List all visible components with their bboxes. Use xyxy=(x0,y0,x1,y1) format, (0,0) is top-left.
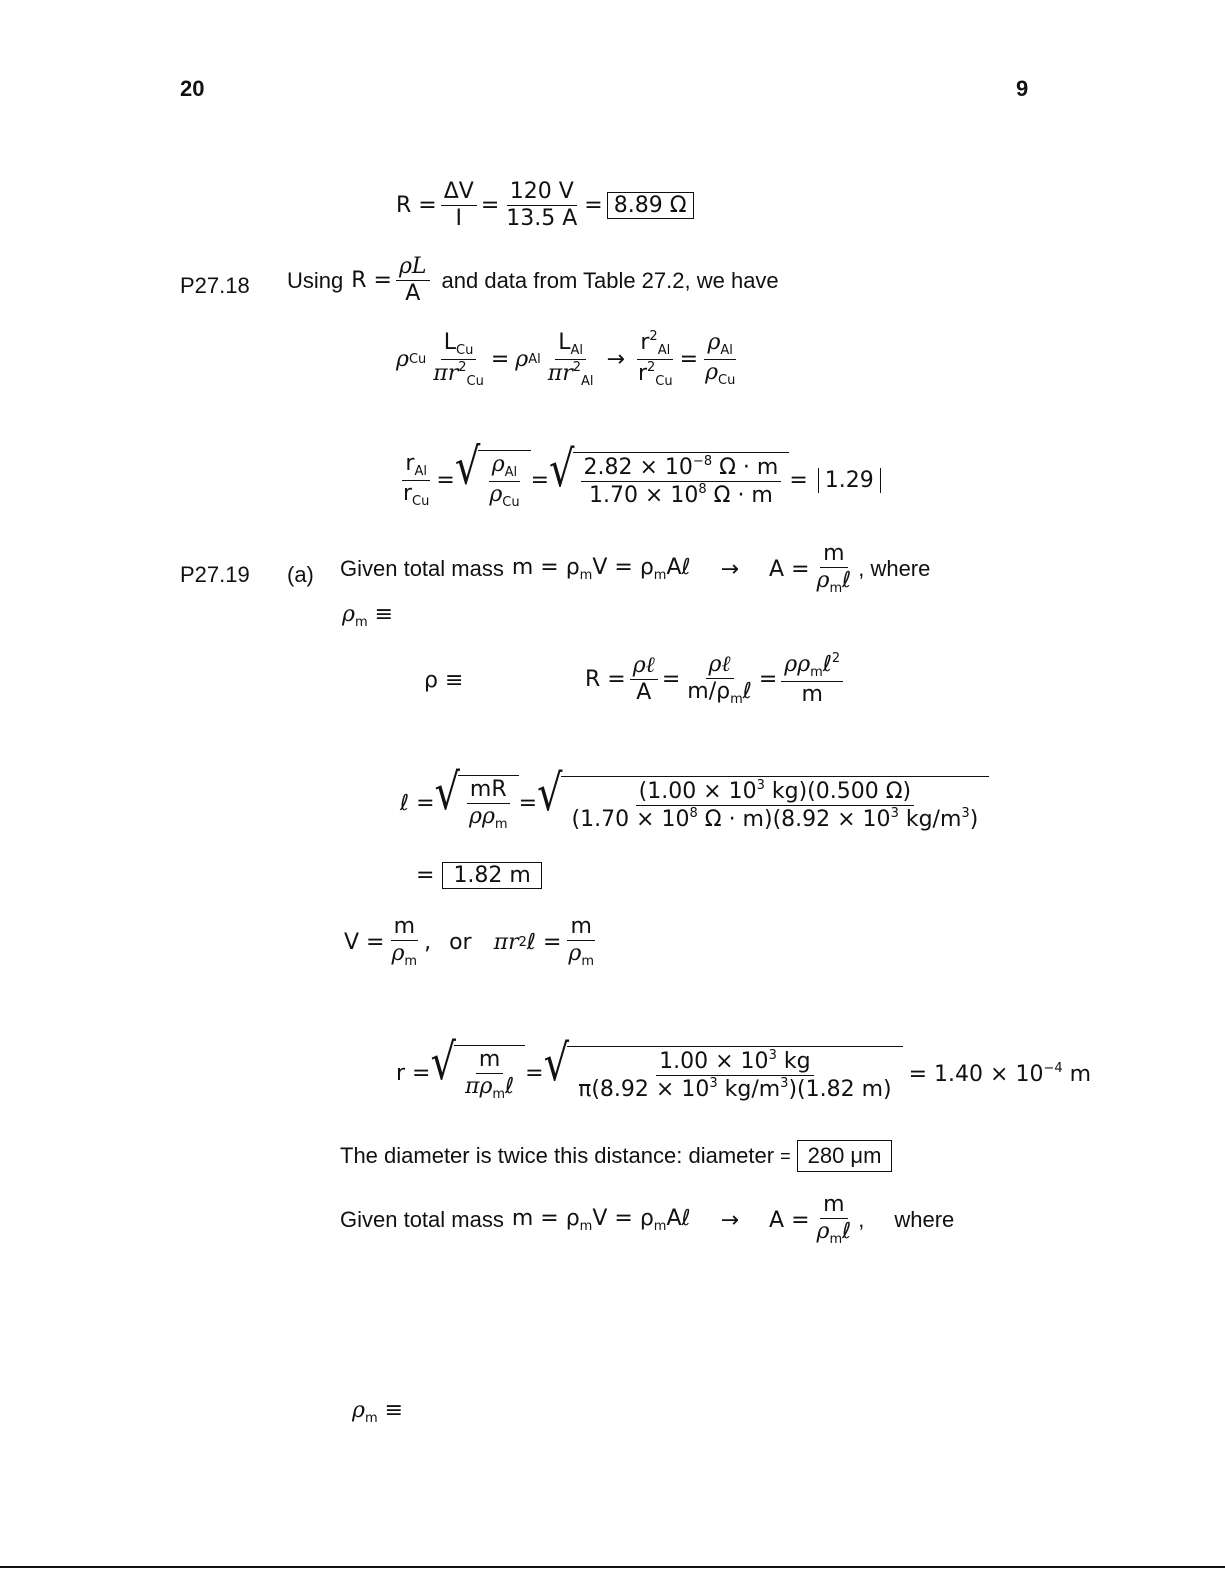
den-value: (1.70 × 10 xyxy=(571,806,690,832)
problem-label-p27-18: P27.18 xyxy=(180,273,250,298)
equation-ell xyxy=(400,764,989,833)
pi-r: πr xyxy=(547,360,573,386)
page-number-right: 9 xyxy=(1016,76,1029,101)
ell-symbol: ℓ xyxy=(842,568,852,594)
rho-def: ρ ≡ xyxy=(424,668,464,693)
rho-symbol: ρ xyxy=(491,452,505,477)
sub-al: Al xyxy=(720,343,733,358)
equation-ell-result xyxy=(416,862,542,889)
fraction-ell-values xyxy=(569,779,982,832)
sub-cu: Cu xyxy=(456,342,474,358)
den-value: 1.70 × 10 xyxy=(588,483,699,509)
comma: , xyxy=(424,929,432,955)
sub-m: m xyxy=(810,665,823,680)
fraction-rho xyxy=(486,453,522,511)
sqrt-values xyxy=(543,1034,903,1102)
fraction-mr xyxy=(466,778,511,832)
a-lhs: A = xyxy=(769,556,810,582)
text-using: Using xyxy=(287,267,344,293)
radical-icon: √ xyxy=(430,1034,456,1092)
pi-r: πr xyxy=(493,929,519,955)
den-value: π(8.92 × 10 xyxy=(578,1076,710,1102)
bottom-rule xyxy=(0,1566,1225,1568)
sub-cu: Cu xyxy=(502,495,520,511)
sub-al: Al xyxy=(414,463,427,479)
a-lhs: A = xyxy=(769,1207,810,1233)
equals-sign: = xyxy=(490,347,510,373)
answer-box: 280 μm xyxy=(797,1140,893,1172)
eq-lhs: R = xyxy=(396,193,437,219)
frac-num: ΔV xyxy=(441,180,477,206)
rho-symbol: ρ xyxy=(352,1398,365,1423)
rho-symbol: ρ xyxy=(396,347,409,373)
eq-m: m = ρ xyxy=(511,1206,580,1232)
fraction-r-al-cu xyxy=(400,452,432,510)
sub-m: m xyxy=(492,1087,506,1103)
den-exp: 3 xyxy=(780,1075,789,1091)
sub-m: m xyxy=(829,1232,843,1248)
rho-symbol: ρ xyxy=(515,347,529,373)
part-label-a: (a) xyxy=(287,562,314,587)
result-unit: m xyxy=(1069,1061,1092,1087)
frac-num: ρℓ xyxy=(706,653,734,679)
fraction-r-ratio: $\frac{r^2_{Al}}{r^2_{Cu}}$ xyxy=(637,329,673,390)
r-symbol: r xyxy=(405,450,415,476)
eq-lhs: ℓ = xyxy=(400,791,435,817)
frac-den: ρρ xyxy=(469,804,495,830)
equation-sqrt-ratio xyxy=(396,438,881,511)
equals-sign: = xyxy=(480,193,500,219)
sup-2: 2 xyxy=(458,359,467,375)
sup-2: 2 xyxy=(572,359,582,375)
result-exp: −4 xyxy=(1043,1060,1063,1076)
sup-2: 2 xyxy=(649,329,658,344)
fraction-dv-i xyxy=(441,180,477,231)
sup-2: 2 xyxy=(518,934,527,950)
sub-m: m xyxy=(364,1411,378,1426)
arrow-icon: → xyxy=(720,556,740,582)
num-unit: kg xyxy=(783,1048,811,1074)
den-exp: 8 xyxy=(698,482,707,498)
equals-sign: = xyxy=(530,467,550,493)
fraction-m-rho xyxy=(388,915,420,969)
fraction-radius-values xyxy=(575,1049,895,1102)
p27-19-given xyxy=(340,542,930,596)
radical-icon: √ xyxy=(543,1034,570,1093)
ell-symbol: ℓ xyxy=(742,678,752,704)
text-given: Given total mass xyxy=(340,1207,504,1233)
rho-definition xyxy=(424,668,463,693)
l-symbol: L xyxy=(443,329,457,355)
num-exp: −8 xyxy=(692,454,713,470)
sub-m: m xyxy=(404,954,418,970)
fraction-1 xyxy=(630,654,658,705)
sub-m: m xyxy=(829,581,843,597)
sub-al: Al xyxy=(570,342,584,358)
equals-sign: = xyxy=(661,667,681,693)
equals-sign: = xyxy=(780,1145,791,1166)
fraction-rho-l-a xyxy=(396,255,430,306)
frac-num: m xyxy=(391,915,418,941)
answer-box: 1.82 m xyxy=(442,862,541,889)
den-unit: kg/m xyxy=(724,1076,781,1102)
r-symbol: r xyxy=(403,480,413,506)
frac-den: m/ρ xyxy=(687,678,731,704)
frac-num: 120 V xyxy=(507,180,577,206)
num-value: 2.82 × 10 xyxy=(583,455,693,481)
sub-m: m xyxy=(579,1219,593,1235)
radical-icon: √ xyxy=(537,764,563,823)
radical-icon: √ xyxy=(434,764,461,822)
sub-m: m xyxy=(494,817,508,833)
frac-num: m xyxy=(567,915,594,941)
radical-icon: √ xyxy=(549,441,575,499)
rho-symbol: ρ xyxy=(707,330,721,355)
comma: , xyxy=(858,1207,865,1233)
answer-box: 1.29 xyxy=(818,468,881,493)
repeat-given xyxy=(340,1193,954,1247)
frac-num: m xyxy=(476,1048,503,1074)
fraction-m xyxy=(462,1048,517,1102)
frac-num: ρρ xyxy=(784,652,811,677)
num-exp: 3 xyxy=(756,777,765,793)
p27-18-intro xyxy=(287,255,779,306)
frac-num: mR xyxy=(467,778,510,804)
num-exp: 3 xyxy=(768,1047,777,1063)
sqrt-values xyxy=(537,764,989,832)
rho-symbol: ρ xyxy=(816,568,830,594)
sub-cu: Cu xyxy=(466,373,484,389)
frac-den: πρ xyxy=(464,1074,493,1100)
sqrt-rho-ratio xyxy=(454,438,531,511)
fraction-l-cu xyxy=(430,331,487,390)
arrow-icon: → xyxy=(606,347,625,373)
rho-symbol: ρ xyxy=(568,941,582,967)
sub-cu: Cu xyxy=(655,374,673,390)
result-value: = 1.40 × 10 xyxy=(908,1061,1044,1087)
num-value: (1.00 × 10 xyxy=(638,778,757,804)
equation-r-rho xyxy=(585,652,847,707)
answer-box: 8.89 Ω xyxy=(607,192,694,219)
text-given: Given total mass xyxy=(340,556,504,582)
rho-symbol: ρ xyxy=(816,1219,830,1245)
frac-den: A xyxy=(636,680,652,706)
fraction-l-al xyxy=(545,331,597,390)
sub-m: m xyxy=(653,568,667,584)
equation-resistance xyxy=(396,180,694,231)
sqrt-mr xyxy=(434,764,519,833)
sup-2: 2 xyxy=(647,360,656,376)
frac-num: ρL xyxy=(396,255,430,281)
sub-al: Al xyxy=(504,465,518,480)
equals-sign: = xyxy=(525,1061,544,1087)
equals-sign: = xyxy=(758,667,778,693)
sqrt-values xyxy=(549,441,789,509)
eq-m-rest: V = ρ xyxy=(592,1206,654,1232)
formula-lhs: R = xyxy=(351,268,392,294)
sub-m: m xyxy=(579,568,593,584)
den-exp: 3 xyxy=(961,805,970,821)
sub-al: Al xyxy=(581,373,594,389)
num-value: 1.00 × 10 xyxy=(659,1048,769,1074)
den-exp: 3 xyxy=(709,1075,718,1091)
rho-m-definition xyxy=(342,602,393,630)
equation-volume xyxy=(344,915,601,969)
equals-sign: = xyxy=(679,347,699,373)
den-close: ) xyxy=(969,806,979,832)
eq-m: m = ρ xyxy=(511,555,580,581)
frac-den: I xyxy=(455,206,463,232)
rho-symbol: ρ xyxy=(342,602,355,627)
pi-r: πr xyxy=(433,360,459,386)
text-where: where xyxy=(894,1207,955,1233)
equiv-sign: ≡ xyxy=(374,602,394,627)
eq-lhs: r = xyxy=(396,1061,431,1087)
fraction-3 xyxy=(781,652,843,707)
equiv-sign: ≡ xyxy=(384,1398,404,1423)
diameter-sentence xyxy=(340,1140,892,1172)
diameter-text: The diameter is twice this distance: diameter xyxy=(340,1143,775,1168)
equals-sign: = xyxy=(436,467,455,493)
fraction-values xyxy=(503,180,580,231)
den-unit: Ω · m xyxy=(713,483,773,509)
equals-sign: = xyxy=(584,193,603,219)
fraction-rho-ratio xyxy=(702,331,738,389)
sub-m: m xyxy=(730,691,743,707)
frac-num: m xyxy=(820,1193,847,1219)
den-exp: 3 xyxy=(890,805,899,821)
text-where: , where xyxy=(858,556,931,582)
sup-2: 2 xyxy=(831,651,841,666)
text-or: or xyxy=(449,929,472,955)
ell-eq: ℓ = xyxy=(526,929,562,955)
l-symbol: L xyxy=(558,329,571,355)
eq-m-rest: V = ρ xyxy=(592,555,654,581)
eq-m-rest: Aℓ xyxy=(666,1206,691,1232)
problem-label-p27-19: P27.19 xyxy=(180,562,250,587)
fraction-m-rho-2 xyxy=(565,915,597,969)
fraction-2 xyxy=(684,653,755,707)
frac-den: 13.5 A xyxy=(506,206,578,232)
frac-den: m xyxy=(801,682,823,708)
equation-ratio xyxy=(396,330,742,390)
eq-m-rest: Aℓ xyxy=(666,555,691,581)
sub-cu: Cu xyxy=(412,493,430,509)
sub-cu: Cu xyxy=(718,373,736,389)
sub-m: m xyxy=(653,1219,667,1235)
arrow-icon: → xyxy=(720,1207,740,1233)
sub-m: m xyxy=(354,615,368,630)
den-unit: Ω · m)(8.92 × 10 xyxy=(704,806,891,832)
equals-sign: = xyxy=(518,791,537,817)
fraction-resistivity-values xyxy=(581,455,782,508)
ell-symbol: ℓ xyxy=(822,652,832,677)
rho-symbol: ρ xyxy=(489,482,503,508)
ell-symbol: ℓ xyxy=(842,1219,852,1245)
rho-symbol: ρ xyxy=(391,941,405,967)
eq-lhs: R = xyxy=(585,667,626,693)
sub-al: Al xyxy=(528,352,541,368)
ell-symbol: ℓ xyxy=(505,1074,515,1100)
page-number-left: 20 xyxy=(180,76,205,101)
num-unit: Ω · m xyxy=(719,455,779,481)
equals-sign: = xyxy=(789,467,808,493)
den-unit: kg/m xyxy=(905,806,962,832)
rho-m-definition-repeat xyxy=(352,1398,403,1426)
frac-num: ρℓ xyxy=(630,654,658,680)
frac-den: A xyxy=(405,281,421,307)
den-exp: 8 xyxy=(689,805,698,821)
rho-symbol: ρ xyxy=(705,360,718,386)
den-tail: )(1.82 m) xyxy=(788,1076,892,1102)
equals-sign: = xyxy=(416,863,435,888)
text-tail: and data from Table 27.2, we have xyxy=(441,267,779,293)
frac-num: m xyxy=(820,542,847,568)
equation-radius xyxy=(396,1034,1092,1103)
sub-m: m xyxy=(581,954,594,970)
sub-al: Al xyxy=(657,343,671,358)
radical-icon: √ xyxy=(454,438,481,497)
sub-cu: Cu xyxy=(408,352,427,368)
fraction-a xyxy=(814,1193,855,1247)
num-unit: kg)(0.500 Ω) xyxy=(771,778,912,804)
fraction-a xyxy=(814,542,855,596)
sqrt-m xyxy=(430,1034,525,1103)
eq-lhs: V = xyxy=(344,929,385,955)
